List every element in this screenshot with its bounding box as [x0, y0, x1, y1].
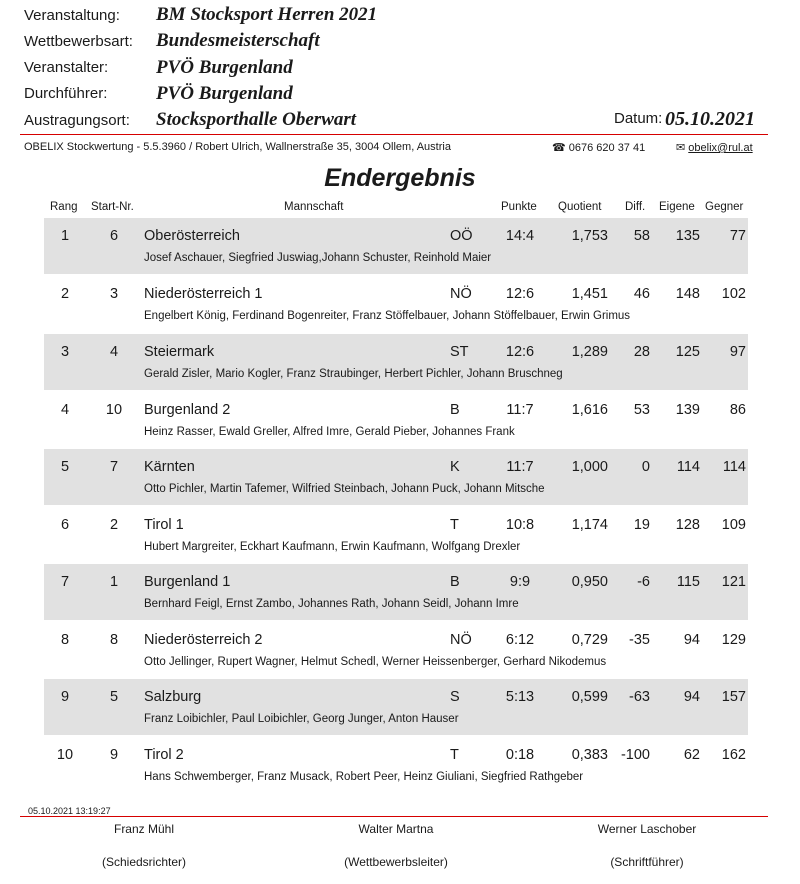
- own-cell: 125: [675, 344, 700, 360]
- opponent-cell: 157: [721, 689, 746, 705]
- own-cell: 114: [676, 459, 700, 475]
- diff-cell: 46: [633, 286, 650, 302]
- table-row: [44, 507, 748, 563]
- phone-number: ☎ 0676 620 37 41: [552, 142, 646, 154]
- team-name-cell: Kärnten: [144, 459, 195, 475]
- team-name-cell: Burgenland 1: [144, 574, 231, 590]
- quotient-cell: 0,599: [571, 689, 608, 705]
- rank-cell: 8: [60, 632, 70, 648]
- quotient-cell: 0,729: [571, 632, 608, 648]
- start-number-cell: 3: [109, 286, 119, 302]
- header-label-venue: Austragungsort:: [24, 112, 130, 129]
- points-cell: 9:9: [509, 574, 531, 590]
- region-code-cell: ST: [450, 344, 469, 360]
- region-code-cell: NÖ: [450, 286, 472, 302]
- col-header-quotient: Quotient: [558, 201, 602, 213]
- quotient-cell: 1,289: [571, 344, 608, 360]
- page-title: Endergebnis: [324, 164, 476, 192]
- table-row: [44, 276, 748, 332]
- diff-cell: 28: [633, 344, 650, 360]
- team-name-cell: Tirol 2: [144, 747, 184, 763]
- quotient-cell: 0,383: [571, 747, 608, 763]
- diff-cell: 19: [633, 517, 650, 533]
- points-cell: 12:6: [505, 344, 535, 360]
- start-number-cell: 9: [109, 747, 119, 763]
- opponent-cell: 162: [721, 747, 746, 763]
- header-divider: [20, 134, 768, 135]
- header-value-organizer: PVÖ Burgenland: [156, 57, 293, 78]
- header-value-venue: Stocksporthalle Oberwart: [156, 109, 357, 130]
- points-cell: 0:18: [505, 747, 535, 763]
- header-label-organizer: Veranstalter:: [24, 59, 109, 76]
- print-timestamp: 05.10.2021 13:19:27: [28, 806, 111, 816]
- region-code-cell: S: [450, 689, 460, 705]
- signature-role-referee: (Schiedsrichter): [101, 855, 187, 869]
- team-members: Gerald Zisler, Mario Kogler, Franz Straubinger, Herbert Pichler, Johann Bruschneg: [144, 368, 563, 380]
- own-cell: 94: [683, 689, 700, 705]
- points-cell: 5:13: [505, 689, 535, 705]
- col-header-own: Eigene: [659, 201, 695, 213]
- opponent-cell: 109: [721, 517, 746, 533]
- team-name-cell: Tirol 1: [144, 517, 184, 533]
- team-members: Otto Pichler, Martin Tafemer, Wilfried Steinbach, Johann Puck, Johann Mitsche: [144, 483, 545, 495]
- rank-cell: 2: [60, 286, 70, 302]
- col-header-opponent: Gegner: [705, 201, 744, 213]
- table-row: [44, 737, 748, 793]
- header-value-competition-type: Bundesmeisterschaft: [156, 30, 320, 51]
- team-members: Franz Loibichler, Paul Loibichler, Georg Junger, Anton Hauser: [144, 713, 459, 725]
- quotient-cell: 1,174: [571, 517, 608, 533]
- region-code-cell: B: [450, 574, 460, 590]
- email-contact: [676, 141, 753, 154]
- quotient-cell: 0,950: [571, 574, 608, 590]
- own-cell: 135: [675, 228, 700, 244]
- table-row: [44, 218, 748, 274]
- team-members: Hans Schwemberger, Franz Musack, Robert Peer, Heinz Giuliani, Siegfried Rathgeber: [144, 771, 584, 783]
- start-number-cell: 2: [109, 517, 119, 533]
- team-members: Bernhard Feigl, Ernst Zambo, Johannes Rath, Johann Seidl, Johann Imre: [144, 598, 519, 610]
- date-value: 05.10.2021: [665, 108, 755, 130]
- opponent-cell: 97: [729, 344, 746, 360]
- opponent-cell: 102: [721, 286, 746, 302]
- own-cell: 115: [676, 574, 700, 590]
- own-cell: 62: [683, 747, 700, 763]
- own-cell: 139: [675, 402, 700, 418]
- diff-cell: 0: [641, 459, 650, 475]
- table-row: [44, 679, 748, 735]
- header-value-executor: PVÖ Burgenland: [156, 83, 293, 104]
- start-number-cell: 6: [109, 228, 119, 244]
- rank-cell: 9: [60, 689, 70, 705]
- signature-name-secretary: Werner Laschober: [597, 822, 697, 836]
- rank-cell: 7: [60, 574, 70, 590]
- start-number-cell: 4: [109, 344, 119, 360]
- quotient-cell: 1,451: [571, 286, 608, 302]
- team-members: Hubert Margreiter, Eckhart Kaufmann, Erwin Kaufmann, Wolfgang Drexler: [144, 541, 521, 553]
- points-cell: 12:6: [505, 286, 535, 302]
- rank-cell: 6: [60, 517, 70, 533]
- footer-divider: [20, 816, 768, 817]
- diff-cell: -6: [637, 574, 650, 590]
- header-label-executor: Durchführer:: [24, 85, 108, 102]
- quotient-cell: 1,000: [571, 459, 608, 475]
- start-number-cell: 7: [109, 459, 119, 475]
- signature-name-competition-lead: Walter Martna: [358, 822, 434, 836]
- signature-role-competition-lead: (Wettbewerbsleiter): [344, 855, 448, 869]
- email-link[interactable]: obelix@rul.at: [688, 142, 753, 154]
- table-row: [44, 334, 748, 390]
- region-code-cell: B: [450, 402, 460, 418]
- start-number-cell: 10: [105, 402, 123, 418]
- own-cell: 128: [675, 517, 700, 533]
- region-code-cell: NÖ: [450, 632, 472, 648]
- date-label: Datum:: [614, 110, 663, 127]
- own-cell: 148: [675, 286, 700, 302]
- quotient-cell: 1,616: [571, 402, 608, 418]
- team-members: Engelbert König, Ferdinand Bogenreiter, Franz Stöffelbauer, Johann Stöffelbauer, Erwin Grimus: [144, 310, 631, 322]
- diff-cell: -35: [629, 632, 650, 648]
- col-header-rank: Rang: [50, 201, 78, 213]
- points-cell: 11:7: [506, 459, 534, 475]
- start-number-cell: 8: [109, 632, 119, 648]
- diff-cell: -100: [620, 747, 650, 763]
- opponent-cell: 77: [729, 228, 746, 244]
- rank-cell: 3: [60, 344, 70, 360]
- quotient-cell: 1,753: [571, 228, 608, 244]
- software-info: OBELIX Stockwertung - 5.5.3960 / Robert Ulrich, Wallnerstraße 35, 3004 Ollem, Austria: [24, 141, 451, 153]
- signature-name-referee: Franz Mühl: [113, 822, 175, 836]
- points-cell: 6:12: [505, 632, 535, 648]
- table-row: [44, 449, 748, 505]
- region-code-cell: K: [450, 459, 460, 475]
- col-header-start-number: Start-Nr.: [91, 201, 134, 213]
- diff-cell: 58: [633, 228, 650, 244]
- points-cell: 14:4: [505, 228, 535, 244]
- team-name-cell: Salzburg: [144, 689, 202, 705]
- header-label-event: Veranstaltung:: [24, 7, 120, 24]
- region-code-cell: OÖ: [450, 228, 473, 244]
- region-code-cell: T: [450, 517, 459, 533]
- table-row: [44, 622, 748, 678]
- opponent-cell: 86: [729, 402, 746, 418]
- signature-role-secretary: (Schriftführer): [610, 855, 684, 869]
- opponent-cell: 114: [722, 459, 746, 475]
- team-name-cell: Oberösterreich: [144, 228, 240, 244]
- col-header-points: Punkte: [501, 201, 537, 213]
- team-name-cell: Niederösterreich 1: [144, 286, 263, 302]
- points-cell: 10:8: [505, 517, 535, 533]
- region-code-cell: T: [450, 747, 459, 763]
- header-value-event: BM Stocksport Herren 2021: [156, 4, 378, 25]
- header-label-competition-type: Wettbewerbsart:: [24, 33, 133, 50]
- table-row: [44, 392, 748, 448]
- diff-cell: -63: [629, 689, 650, 705]
- opponent-cell: 129: [721, 632, 746, 648]
- diff-cell: 53: [633, 402, 650, 418]
- opponent-cell: 121: [721, 574, 746, 590]
- start-number-cell: 1: [109, 574, 119, 590]
- own-cell: 94: [683, 632, 700, 648]
- rank-cell: 10: [56, 747, 74, 763]
- team-members: Otto Jellinger, Rupert Wagner, Helmut Schedl, Werner Heissenberger, Gerhard Nikodemus: [144, 656, 607, 668]
- start-number-cell: 5: [109, 689, 119, 705]
- team-name-cell: Burgenland 2: [144, 402, 231, 418]
- points-cell: 11:7: [506, 402, 534, 418]
- col-header-diff: Diff.: [625, 201, 646, 213]
- team-members: Josef Aschauer, Siegfried Juswiag,Johann Schuster, Reinhold Maier: [144, 252, 492, 264]
- mail-icon: ✉: [676, 142, 686, 154]
- team-name-cell: Steiermark: [144, 344, 215, 360]
- team-members: Heinz Rasser, Ewald Greller, Alfred Imre, Gerald Pieber, Johannes Frank: [144, 426, 515, 438]
- rank-cell: 5: [60, 459, 70, 475]
- rank-cell: 4: [60, 402, 70, 418]
- col-header-team: Mannschaft: [284, 201, 344, 213]
- table-row: [44, 564, 748, 620]
- team-name-cell: Niederösterreich 2: [144, 632, 263, 648]
- rank-cell: 1: [60, 228, 70, 244]
